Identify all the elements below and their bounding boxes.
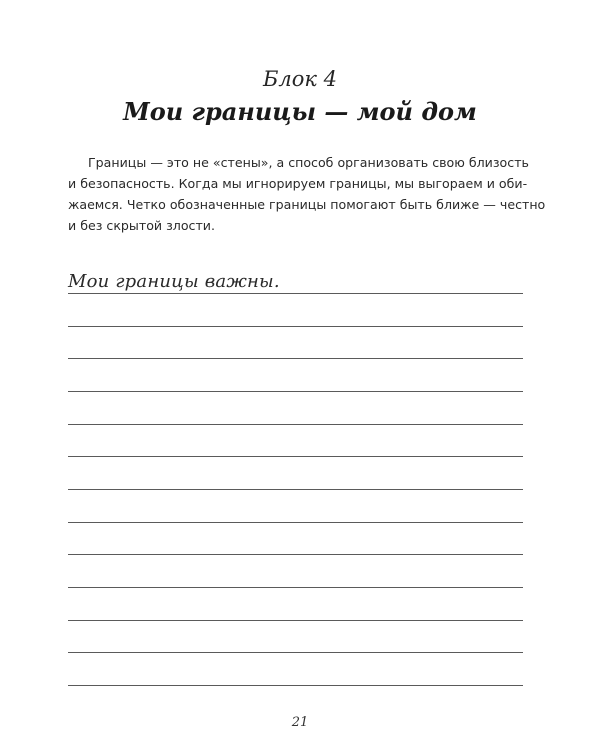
writing-rule	[68, 456, 523, 457]
intro-line: и без скрытой злости.	[68, 218, 215, 233]
writing-rule	[68, 424, 523, 425]
writing-rule	[68, 587, 523, 588]
writing-rule	[68, 685, 523, 686]
writing-rule	[68, 326, 523, 327]
intro-paragraph	[68, 152, 546, 236]
intro-line: жаемся. Четко обозначенные границы помогают быть ближе — честно	[68, 197, 546, 212]
page-number: 21	[291, 715, 309, 730]
writing-rule	[68, 489, 523, 490]
writing-rule	[68, 620, 523, 621]
writing-rule	[68, 358, 523, 359]
writing-rule	[68, 522, 523, 523]
handwritten-line: Мои границы важны.	[68, 271, 280, 292]
block-label: Блок 4	[262, 67, 338, 91]
writing-rule	[68, 293, 523, 294]
intro-line: Границы — это не «стены», а способ организовать свою близость	[88, 155, 529, 170]
writing-rule	[68, 554, 523, 555]
intro-line: и безопасность. Когда мы игнорируем границы, мы выгораем и оби-	[68, 176, 528, 191]
page-title: Мои границы — мой дом	[123, 97, 477, 126]
writing-rule	[68, 391, 523, 392]
writing-rule	[68, 652, 523, 653]
